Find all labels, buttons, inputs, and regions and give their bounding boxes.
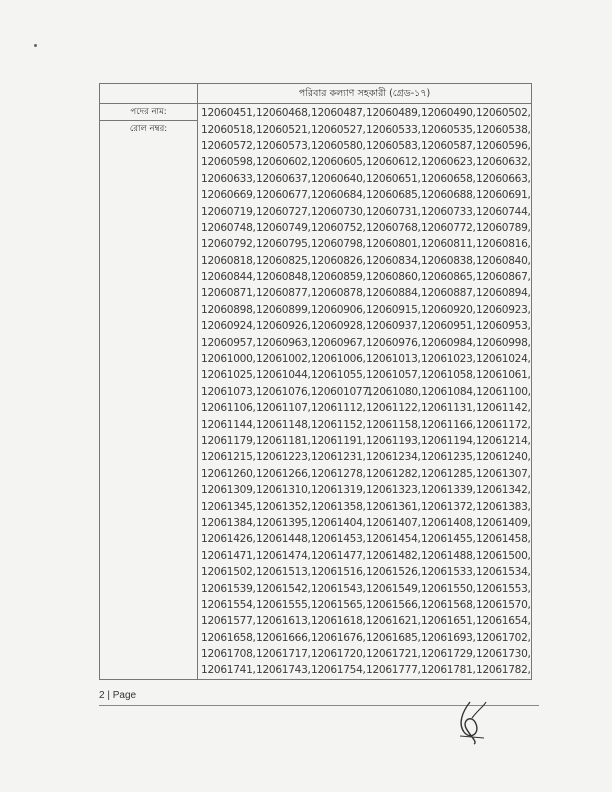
roll-number: 12061384, <box>201 516 256 529</box>
roll-row <box>201 433 531 449</box>
roll-row <box>201 548 531 564</box>
roll-row <box>201 334 531 350</box>
roll-number: 12060602, <box>256 156 311 169</box>
roll-number: 12060953, <box>476 320 531 333</box>
roll-number: 12061234, <box>366 451 421 464</box>
body-row <box>100 104 532 680</box>
roll-number: 12061741, <box>201 664 256 677</box>
roll-row <box>201 466 531 482</box>
roll-number: 12061100, <box>476 385 531 398</box>
roll-number: 12061055, <box>311 369 366 382</box>
roll-number: 12060798, <box>311 238 366 251</box>
roll-number: 12061076, <box>255 385 311 398</box>
roll-number: 12060730, <box>311 205 366 218</box>
roll-number: 12061407, <box>366 516 421 529</box>
roll-numbers-label: রোল নম্বর: <box>100 120 197 137</box>
roll-number: 12061526, <box>366 566 421 579</box>
roll-row <box>201 203 531 219</box>
roll-number: 12061409, <box>476 516 531 529</box>
roll-number: 12061240, <box>476 451 531 464</box>
roll-number: 12060623, <box>421 156 476 169</box>
roll-number: 12060871, <box>201 287 256 300</box>
roll-number: 12060816, <box>476 238 531 251</box>
roll-number: 12061223, <box>256 451 311 464</box>
roll-row <box>201 351 531 367</box>
roll-number: 12060632, <box>476 156 531 169</box>
roll-number: 12061282, <box>366 467 421 480</box>
roll-number: 12060906, <box>311 303 366 316</box>
roll-number-table <box>99 83 532 680</box>
roll-number: 12060840, <box>476 254 531 267</box>
roll-number: 12061107, <box>256 402 311 415</box>
roll-row <box>201 531 531 547</box>
roll-number: 12061777, <box>366 664 421 677</box>
roll-number: 12060538, <box>476 123 531 136</box>
roll-number: 12061549, <box>366 582 421 595</box>
roll-number: 12061618, <box>311 615 366 628</box>
roll-number: 12060984, <box>421 336 476 349</box>
roll-number: 12061084, <box>421 385 476 398</box>
roll-number: 12060899, <box>256 303 311 316</box>
roll-number: 12061309, <box>201 484 256 497</box>
roll-number: 12061555, <box>256 598 311 611</box>
roll-number: 12060884, <box>366 287 421 300</box>
roll-number: 12060518, <box>201 123 256 136</box>
roll-number: 12060640, <box>311 172 366 185</box>
roll-number: 12061666, <box>256 631 311 644</box>
roll-number: 12061319, <box>311 484 366 497</box>
roll-number: 12061044, <box>256 369 311 382</box>
roll-number: 12061342, <box>476 484 531 497</box>
roll-number: 12061260, <box>201 467 256 480</box>
roll-number: 12061554, <box>201 598 256 611</box>
roll-number: 12060926, <box>256 320 311 333</box>
roll-number: 12060963, <box>256 336 311 349</box>
roll-number: 12061122, <box>366 402 421 415</box>
roll-row <box>201 187 531 203</box>
roll-number: 12060789, <box>476 221 531 234</box>
roll-row <box>201 597 531 613</box>
roll-row <box>201 384 531 400</box>
roll-row <box>201 613 531 629</box>
roll-number: 12060573, <box>256 139 311 152</box>
roll-number: 12061613, <box>256 615 311 628</box>
roll-row <box>201 515 531 531</box>
roll-number: 12061194, <box>421 435 476 447</box>
roll-number: 12061717, <box>256 648 311 661</box>
roll-number: 12061539, <box>201 582 256 595</box>
roll-number: 12061502, <box>201 566 256 579</box>
roll-number: 12061131, <box>421 402 476 415</box>
roll-number: 12061533, <box>421 566 476 579</box>
roll-number: 12060860, <box>366 271 421 284</box>
roll-row <box>201 220 531 236</box>
roll-number: 12061112, <box>311 402 366 415</box>
roll-number: 12061685, <box>366 631 421 644</box>
roll-number: 12060596, <box>476 139 531 152</box>
roll-number: 12061106, <box>201 402 256 415</box>
roll-number: 12060688, <box>421 189 476 202</box>
roll-number: 12061152, <box>311 418 366 431</box>
roll-row <box>201 564 531 580</box>
roll-number: 12060865, <box>421 271 476 284</box>
roll-number: 12061080, <box>366 385 421 398</box>
roll-number: 12060811, <box>421 238 476 251</box>
roll-number: 12061651, <box>421 615 476 628</box>
roll-row <box>201 580 531 596</box>
roll-number: 12061676, <box>311 631 366 644</box>
roll-row <box>201 302 531 318</box>
roll-row <box>201 121 531 137</box>
post-name-label: পদের নাম: <box>130 107 167 117</box>
roll-number: 12061408, <box>421 516 476 529</box>
roll-number: 12061654, <box>476 615 531 628</box>
roll-row <box>201 154 531 170</box>
roll-number: 120601077, <box>310 385 372 398</box>
roll-number: 12061453, <box>311 533 366 546</box>
roll-number: 12060924, <box>201 320 256 333</box>
roll-number: 12060768, <box>366 221 421 234</box>
roll-number: 12061782, <box>476 664 531 677</box>
roll-number: 12060669, <box>201 189 256 202</box>
roll-number: 12060848, <box>256 271 311 284</box>
roll-number: 12060818, <box>201 254 256 267</box>
roll-row <box>201 285 531 301</box>
roll-number: 12060451, <box>201 107 256 120</box>
roll-number: 12061024, <box>476 353 531 366</box>
roll-number: 12060502, <box>476 107 531 120</box>
roll-row <box>201 416 531 432</box>
roll-row <box>201 646 531 662</box>
roll-number: 12060487, <box>311 107 366 120</box>
roll-number: 12061395, <box>256 516 311 529</box>
label-column <box>100 104 198 680</box>
roll-row <box>201 367 531 383</box>
roll-number: 12061426, <box>201 533 256 546</box>
roll-number: 12061730, <box>476 648 531 661</box>
roll-row <box>201 253 531 269</box>
roll-number: 12061455, <box>421 533 476 546</box>
roll-number: 12060749, <box>256 221 311 234</box>
roll-number: 12061477, <box>311 549 366 562</box>
roll-number: 12060928, <box>311 320 366 333</box>
roll-number: 12060535, <box>421 123 476 136</box>
roll-number: 12060663, <box>476 172 531 185</box>
roll-number: 12060719, <box>201 205 256 218</box>
roll-number: 12061323, <box>366 484 421 497</box>
roll-number: 12061454, <box>366 533 421 546</box>
roll-number: 12060826, <box>311 254 366 267</box>
roll-number: 12060727, <box>256 205 311 218</box>
roll-number: 12060731, <box>366 205 421 218</box>
roll-number: 12061372, <box>421 500 476 513</box>
roll-number: 12061307, <box>476 467 531 480</box>
roll-number: 12060583, <box>366 139 421 152</box>
header-empty-cell <box>100 84 198 104</box>
roll-number: 12060637, <box>256 172 311 185</box>
roll-number: 12061448, <box>256 533 311 546</box>
roll-number: 12061754, <box>311 664 366 677</box>
roll-number: 12061658, <box>201 631 256 644</box>
roll-number: 12061144, <box>201 418 256 431</box>
roll-number: 12060527, <box>311 123 366 136</box>
roll-number: 12061543, <box>311 582 366 595</box>
roll-number: 12061148, <box>256 418 311 431</box>
roll-row <box>201 105 531 121</box>
roll-number: 12060598, <box>201 156 256 169</box>
roll-number: 12060951, <box>421 320 476 333</box>
roll-number: 12061310, <box>256 484 311 497</box>
roll-row <box>201 269 531 285</box>
roll-number: 12061006, <box>311 353 366 366</box>
roll-number: 12061577, <box>201 615 256 628</box>
roll-number: 12060801, <box>366 238 421 251</box>
roll-number: 12061708, <box>201 648 256 661</box>
roll-number: 12061023, <box>421 353 476 366</box>
roll-number: 12061002, <box>256 353 311 366</box>
roll-row <box>201 630 531 646</box>
roll-row <box>201 498 531 514</box>
roll-number: 12060937, <box>366 320 421 333</box>
roll-number: 12061278, <box>311 467 366 480</box>
roll-number: 12061781, <box>421 664 476 677</box>
roll-number: 12060795, <box>256 238 311 251</box>
roll-number: 12061565, <box>311 598 366 611</box>
roll-number: 12061404, <box>311 516 366 529</box>
roll-row <box>201 171 531 187</box>
roll-number: 12061352, <box>256 500 311 513</box>
header-row <box>100 84 532 104</box>
roll-number: 12061550, <box>421 582 476 595</box>
roll-number: 12060877, <box>256 287 311 300</box>
roll-number: 12061013, <box>366 353 421 366</box>
roll-number: 12061191, <box>311 435 366 447</box>
roll-number: 12061513, <box>256 566 311 579</box>
roll-number: 12061215, <box>201 451 256 464</box>
roll-number: 12061482, <box>366 549 421 562</box>
roll-number: 12061383, <box>476 500 531 513</box>
roll-number: 12061181, <box>256 435 311 447</box>
roll-number: 12060752, <box>311 221 366 234</box>
roll-number: 12060733, <box>421 205 476 218</box>
roll-number: 12061693, <box>421 631 476 644</box>
roll-number: 12060572, <box>201 139 256 152</box>
roll-row <box>201 400 531 416</box>
roll-number: 12061570, <box>476 598 531 611</box>
roll-number: 12060744, <box>476 205 531 218</box>
roll-number: 12060580, <box>311 139 366 152</box>
roll-number: 12061358, <box>311 500 366 513</box>
roll-number: 12061158, <box>366 418 421 431</box>
roll-number: 12060887, <box>421 287 476 300</box>
roll-number: 12060957, <box>201 336 256 349</box>
roll-number: 12060489, <box>366 107 421 120</box>
roll-number: 12061702, <box>476 631 531 644</box>
roll-number: 12061057, <box>366 369 421 382</box>
roll-number: 12061474, <box>256 549 311 562</box>
page-footer: 2 | Page <box>99 690 137 701</box>
roll-row <box>201 482 531 498</box>
roll-number: 12060976, <box>366 336 421 349</box>
roll-number: 12060915, <box>366 303 421 316</box>
roll-row <box>201 449 531 465</box>
scan-speck <box>34 44 37 47</box>
roll-number: 12060658, <box>421 172 476 185</box>
roll-number: 12060898, <box>201 303 256 316</box>
roll-number: 12061142, <box>476 402 531 415</box>
roll-number: 12061471, <box>201 549 256 562</box>
roll-number: 12061743, <box>256 664 311 677</box>
roll-number: 12061073, <box>201 385 256 398</box>
roll-number: 12060605, <box>311 156 366 169</box>
roll-number: 12061568, <box>421 598 476 611</box>
roll-number: 12061566, <box>366 598 421 611</box>
roll-number: 12060633, <box>201 172 256 185</box>
roll-number: 12061553, <box>476 582 531 595</box>
roll-number: 12061179, <box>201 435 256 447</box>
roll-number: 12060998, <box>476 336 531 349</box>
roll-number: 12060651, <box>366 172 421 185</box>
roll-numbers-list <box>198 104 532 680</box>
roll-number: 12061166, <box>421 418 476 431</box>
roll-number: 12060967, <box>311 336 366 349</box>
signature <box>448 698 494 746</box>
roll-number: 12060920, <box>421 303 476 316</box>
roll-number: 12060521, <box>256 123 311 136</box>
roll-number: 12061061, <box>476 369 531 382</box>
roll-number: 12061235, <box>421 451 476 464</box>
roll-number: 12060838, <box>421 254 476 267</box>
roll-number: 12060490, <box>421 107 476 120</box>
roll-row <box>201 236 531 252</box>
roll-number: 12061488, <box>421 549 476 562</box>
roll-number: 12060894, <box>476 287 531 300</box>
roll-number: 12061231, <box>311 451 366 464</box>
roll-number: 12060923, <box>476 303 531 316</box>
roll-number: 12061058, <box>421 369 476 382</box>
roll-row <box>201 662 531 678</box>
roll-number: 12060825, <box>256 254 311 267</box>
roll-number: 12061000, <box>201 353 256 366</box>
roll-number: 12060878, <box>311 287 366 300</box>
roll-number: 12061214, <box>476 435 531 447</box>
roll-number: 12060468, <box>256 107 311 120</box>
roll-number: 12061621, <box>366 615 421 628</box>
roll-number: 12061361, <box>366 500 421 513</box>
roll-number: 12060684, <box>311 189 366 202</box>
roll-number: 12060587, <box>421 139 476 152</box>
roll-number: 12060677, <box>256 189 311 202</box>
roll-number: 12060792, <box>201 238 256 251</box>
roll-number: 12061193, <box>366 435 421 447</box>
roll-number: 12061542, <box>256 582 311 595</box>
roll-number: 12061345, <box>201 500 256 513</box>
roll-row <box>201 318 531 334</box>
roll-number: 12060867, <box>476 271 531 284</box>
roll-number: 12060691, <box>476 189 531 202</box>
roll-number: 12060844, <box>201 271 256 284</box>
post-title: পরিবার কল্যাণ সহকারী (গ্রেড-১৭) <box>198 84 532 104</box>
roll-number: 12061266, <box>256 467 311 480</box>
roll-number: 12061339, <box>421 484 476 497</box>
roll-number: 12060772, <box>421 221 476 234</box>
roll-number: 12061285, <box>421 467 476 480</box>
roll-number: 12061500, <box>476 549 531 562</box>
roll-number: 12061172, <box>476 418 531 431</box>
roll-number: 12061729, <box>421 648 476 661</box>
roll-number: 12060685, <box>366 189 421 202</box>
roll-number: 12060612, <box>366 156 421 169</box>
roll-number: 12060533, <box>366 123 421 136</box>
roll-number: 12061516, <box>311 566 366 579</box>
roll-number: 12060748, <box>201 221 256 234</box>
roll-number: 12061720, <box>311 648 366 661</box>
roll-number: 12061534, <box>476 566 531 579</box>
roll-row <box>201 138 531 154</box>
roll-number: 12061721, <box>366 648 421 661</box>
roll-number: 12061025, <box>201 369 256 382</box>
roll-number: 12061458, <box>476 533 531 546</box>
roll-number: 12060859, <box>311 271 366 284</box>
roll-number: 12060834, <box>366 254 421 267</box>
